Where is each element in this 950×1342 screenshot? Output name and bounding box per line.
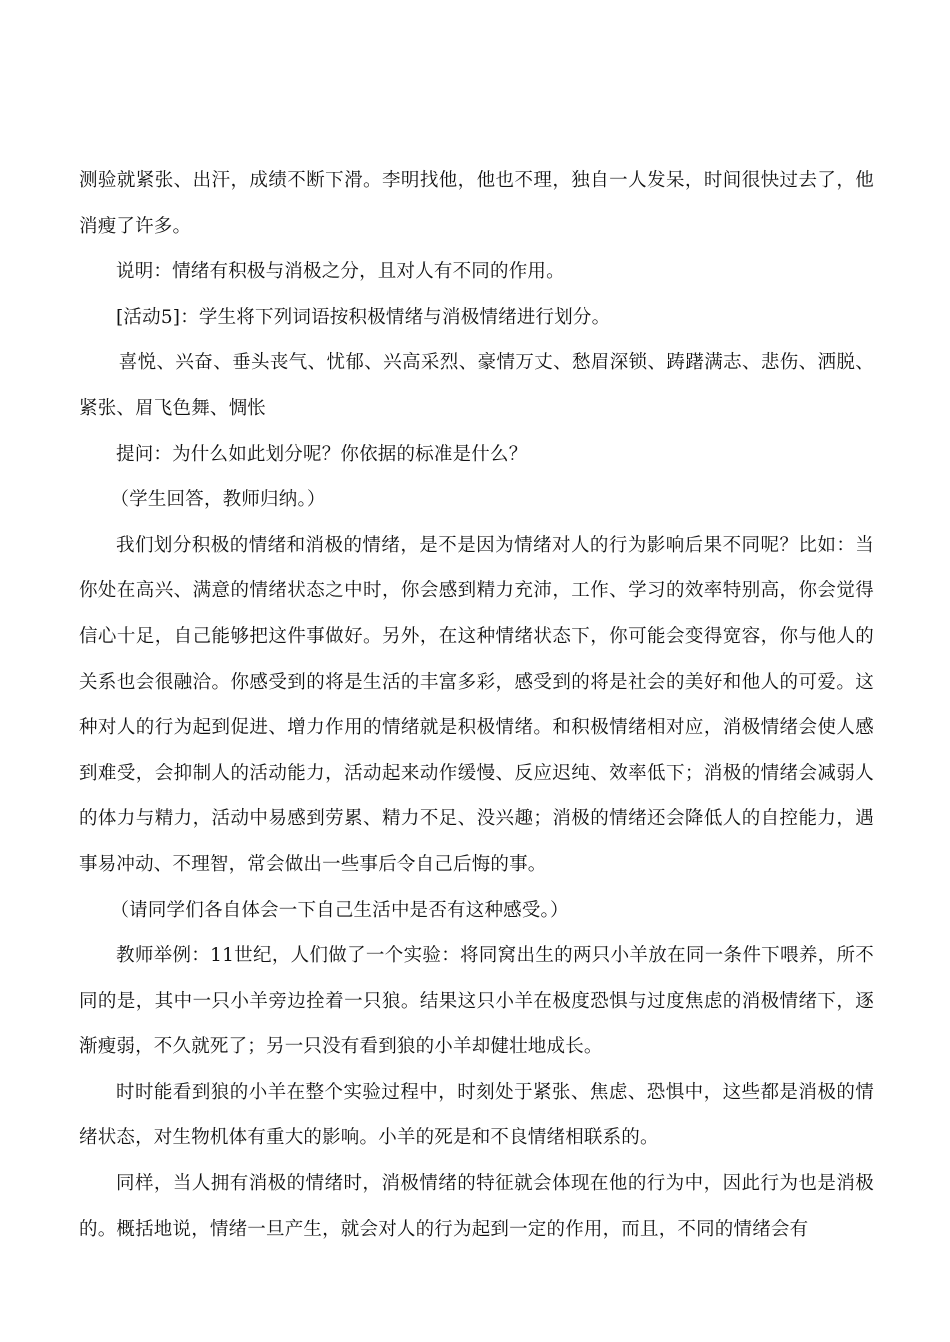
paragraph-activity-5: [活动5]：学生将下列词语按积极情绪与消极情绪进行划分。 <box>116 306 611 328</box>
paragraph-continuation: 测验就紧张、出汗，成绩不断下滑。李明找他，他也不理，独自一人发呆，时间很快过去了，他消瘦了许多。 <box>79 170 874 237</box>
document-page <box>79 158 874 1252</box>
paragraph-emotion-word-list: 喜悦、兴奋、垂头丧气、忧郁、兴高采烈、豪情万丈、愁眉深锁、踌躇满志、悲伤、洒脱、紧张、眉飞色舞、惆怅 <box>79 352 874 419</box>
paragraph-explanation: 说明：情绪有积极与消极之分，且对人有不同的作用。 <box>116 261 565 283</box>
paragraph-teacher-example: 教师举例：11世纪，人们做了一个实验：将同窝出生的两只小羊放在同一条件下喂养，所不同的是，其中一只小羊旁边拴着一只狼。结果这只小羊在极度恐惧与过度焦虑的消极情绪下，逐渐瘦弱，不久就死了；另一只没有看到狼的小羊却健壮地成长。 <box>79 945 874 1058</box>
paragraph-question: 提问：为什么如此划分呢？你依据的标准是什么？ <box>116 443 528 465</box>
paragraph-summary: 同样，当人拥有消极的情绪时，消极情绪的特征就会体现在他的行为中，因此行为也是消极的。概括地说，情绪一旦产生，就会对人的行为起到一定的作用，而且，不同的情绪会有 <box>79 1173 874 1240</box>
paragraph-lamb-analysis: 时时能看到狼的小羊在整个实验过程中，时刻处于紧张、焦虑、恐惧中，这些都是消极的情绪状态，对生物机体有重大的影响。小羊的死是和不良情绪相联系的。 <box>79 1081 874 1149</box>
paragraph-student-answer-note: （学生回答，教师归纳。） <box>110 489 326 511</box>
paragraph-emotion-classification: 我们划分积极的情绪和消极的情绪，是不是因为情绪对人的行为影响后果不同呢？比如：当你处在高兴、满意的情绪状态之中时，你会感到精力充沛，工作、学习的效率特别高，你会觉得信心十足，自己能够把这件事做好。另外，在这种情绪状态下，你可能会变得宽容，你与他人的关系也会很融洽。你感受到的将是生活的丰富多彩，感受到的将是社会的美好和他人的可爱。这种对人的行为起到促进、增力作用的情绪就是积极情绪。和积极情绪相对应，消极情绪会使人感到难受，会抑制人的活动能力，活动起来动作缓慢、反应迟纯、效率低下；消极的情绪会减弱人的体力与精力，活动中易感到劳累、精力不足、没兴趣；消极的情绪还会降低人的自控能力，遇事易冲动、不理智，常会做出一些事后令自己后悔的事。 <box>79 534 874 875</box>
paragraph-reflection-note: （请同学们各自体会一下自己生活中是否有这种感受。） <box>110 899 569 921</box>
